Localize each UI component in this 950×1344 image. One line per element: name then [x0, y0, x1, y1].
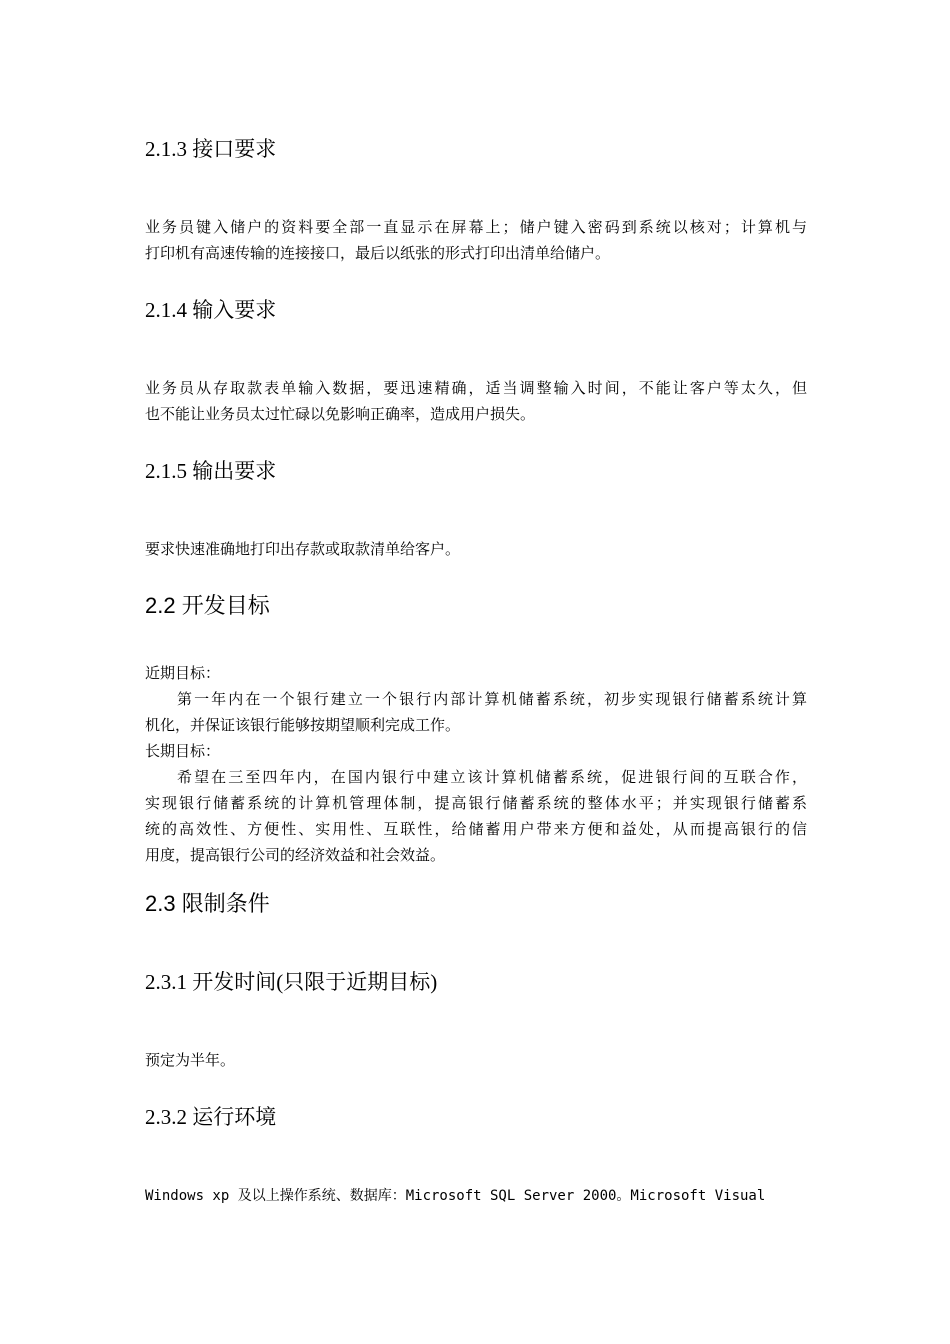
paragraph-interface-requirements: [145, 214, 807, 266]
paragraph-development-goals: [145, 660, 807, 868]
paragraph-runtime-environment: Windows xp 及以上操作系统、数据库：Microsoft SQL Server 2000。Microsoft Visual: [145, 1188, 766, 1204]
heading-2-3: 2.3 限制条件: [145, 891, 270, 916]
short-term-goal-label: 近期目标：: [145, 664, 221, 682]
text-line: 业务员键入储户的资料要全部一直显示在屏幕上；储户键入密码到系统以核对；计算机与: [145, 218, 807, 236]
text-line: 统的高效性、方便性、实用性、互联性，给储蓄用户带来方便和益处，从而提高银行的信: [145, 820, 807, 838]
long-term-goal-label: 长期目标：: [145, 742, 221, 760]
paragraph-output-requirements: [145, 536, 807, 562]
text-line: 机化，并保证该银行能够按期望顺利完成工作。: [145, 716, 461, 734]
heading-2-3-2: 2.3.2 运行环境: [145, 1105, 277, 1129]
text-line: 用度，提高银行公司的经济效益和社会效益。: [145, 846, 446, 864]
heading-2-3-1: 2.3.1 开发时间(只限于近期目标): [145, 970, 438, 994]
text-line: 业务员从存取款表单输入数据，要迅速精确，适当调整输入时间，不能让客户等太久，但: [145, 379, 807, 397]
text-line: 实现银行储蓄系统的计算机管理体制，提高银行储蓄系统的整体水平；并实现银行储蓄系: [145, 794, 807, 812]
heading-2-1-4: 2.1.4 输入要求: [145, 298, 277, 322]
text-line: 希望在三至四年内，在国内银行中建立该计算机储蓄系统，促进银行间的互联合作，: [177, 768, 807, 786]
text-line: 第一年内在一个银行建立一个银行内部计算机储蓄系统，初步实现银行储蓄系统计算: [177, 690, 807, 708]
paragraph-development-time: [145, 1047, 807, 1073]
text-line: 要求快速准确地打印出存款或取款清单给客户。: [145, 540, 461, 558]
heading-2-2: 2.2 开发目标: [145, 593, 270, 618]
heading-2-1-3: 2.1.3 接口要求: [145, 137, 277, 161]
text-line: 也不能让业务员太过忙碌以免影响正确率，造成用户损失。: [145, 405, 536, 423]
paragraph-input-requirements: [145, 375, 807, 427]
text-line: 预定为半年。: [145, 1051, 236, 1069]
text-line: 打印机有高速传输的连接接口，最后以纸张的形式打印出清单给储户。: [145, 244, 611, 262]
heading-2-1-5: 2.1.5 输出要求: [145, 459, 277, 483]
